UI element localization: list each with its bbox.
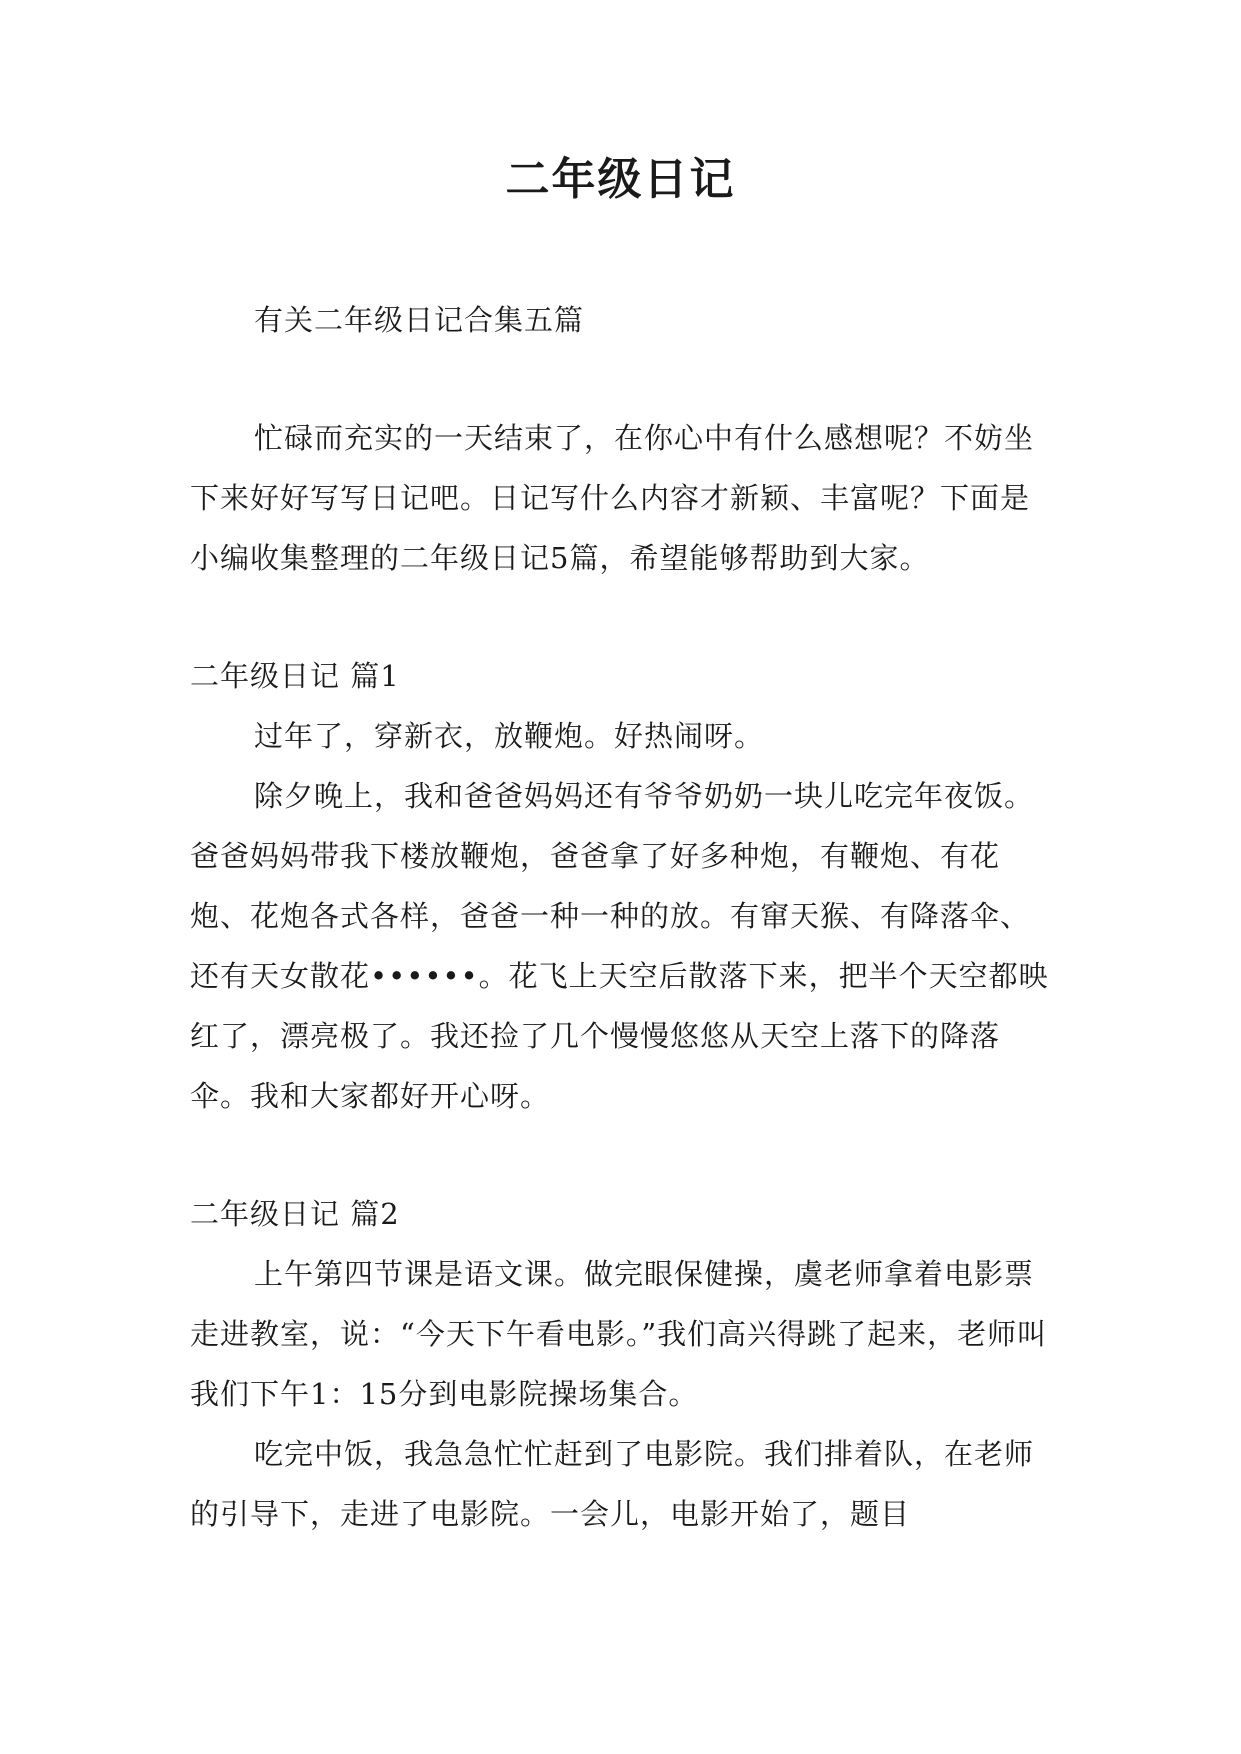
section-1-paragraph-2: 除夕晚上，我和爸爸妈妈还有爷爷奶奶一块儿吃完年夜饭。爸爸妈妈带我下楼放鞭炮，爸爸拿了好多种炮，有鞭炮、有花炮、花炮各式各样，爸爸一种一种的放。有窜天猴、有降落伞、还有天女散花••••••。花飞上天空后散落下来，把半个天空都映红了，漂亮极了。我还捡了几个慢慢悠悠从天空上落下的降落伞。我和大家都好开心呀。 [190, 779, 1049, 1113]
section-heading-1: 二年级日记 篇1 [190, 659, 400, 693]
document-title: 二年级日记 [505, 154, 736, 205]
section-1-paragraph-1: 过年了，穿新衣，放鞭炮。好热闹呀。 [254, 719, 765, 753]
spacer [190, 1126, 1050, 1184]
document-subtitle: 有关二年级日记合集五篇 [254, 303, 585, 337]
document-body [190, 290, 1050, 1544]
section-2-paragraph-1: 上午第四节课是语文课。做完眼保健操，虞老师拿着电影票走进教室，说：“今天下午看电影。”我们高兴得跳了起来，老师叫我们下午1：15分到电影院操场集合。 [190, 1257, 1048, 1411]
spacer [190, 350, 1050, 408]
spacer [190, 588, 1050, 646]
section-2-paragraph-2: 吃完中饭，我急急忙忙赶到了电影院。我们排着队，在老师的引导下，走进了电影院。一会儿，电影开始了，题目 [190, 1437, 1035, 1531]
section-heading-2: 二年级日记 篇2 [190, 1197, 400, 1231]
intro-paragraph: 忙碌而充实的一天结束了，在你心中有什么感想呢？不妨坐下来好好写写日记吧。日记写什么内容才新颖、丰富呢？下面是小编收集整理的二年级日记5篇，希望能够帮助到大家。 [190, 421, 1035, 575]
